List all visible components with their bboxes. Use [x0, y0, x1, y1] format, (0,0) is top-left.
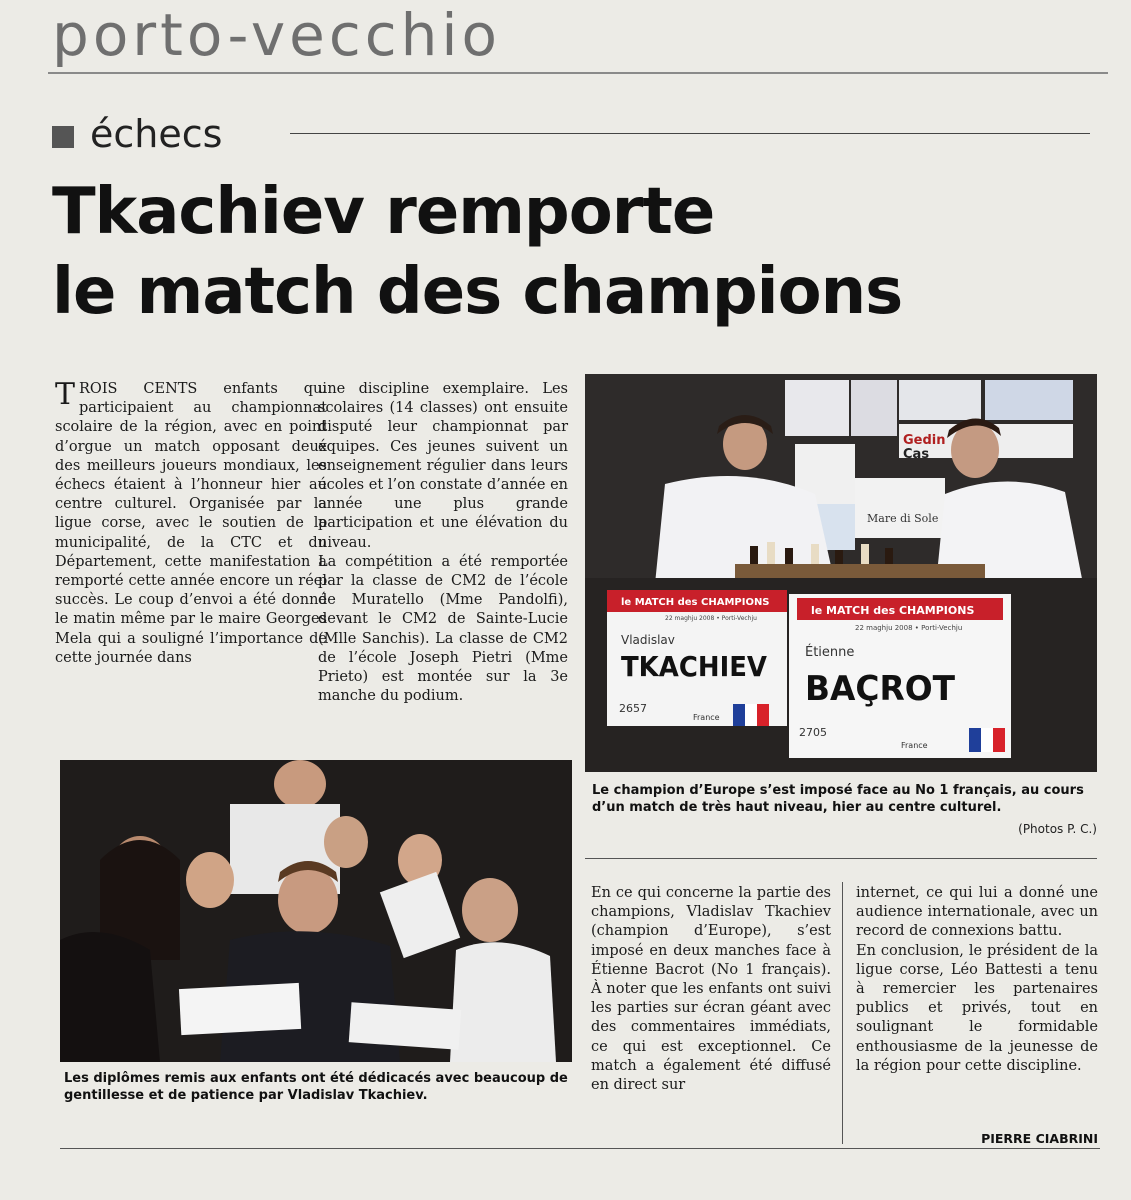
- article-column-2: [318, 380, 568, 706]
- column-4-para-2: En conclusion, le président de la ligue corse, Léo Battesti a tenu à remercier les partenaires publics et privés, tout en soulignant le formidable enthousiasme de la jeunesse de la région pour cette discipline.: [856, 942, 1098, 1074]
- author-signature: PIERRE CIABRINI: [981, 1131, 1098, 1146]
- card2-country: France: [901, 741, 928, 750]
- column-2-para-1: une discipline exemplaire. Les scolaires (14 classes) ont ensuite disputé leur championnat par équipes. Ces jeunes suivent un enseignement régulier dans leurs écoles et l’on constate d’année en année une plus grande participation et une élévation du niveau.: [318, 381, 568, 551]
- card2-rating: 2705: [799, 726, 827, 739]
- sign-gedi: Gedin: [903, 433, 946, 448]
- photo-credit: (Photos P. C.): [1018, 822, 1097, 836]
- section-label: [52, 112, 222, 156]
- column-3-text: En ce qui concerne la partie des champions, Vladislav Tkachiev (champion d’Europe), s’est imposé en deux manches face à Étienne Bacrot (No 1 français). À noter que les enfants ont suivi les parties sur écran géant avec des commentaires immédiats, ce qui est exceptionnel. Ce match a également été diffusé en direct sur: [591, 885, 831, 1094]
- column-1-text: enfants qui participaient au championnat scolaire de la région, avec en point d’orgue un match opposant deux des meilleurs joueurs mondiaux, les échecs étaient à l’honneur hier au centre culturel. Organisée par la ligue corse, avec le soutien de la municipalité, de la CTC et du Département, cette manifestation a remporté cette année encore un réel succès. Le coup d’envoi a été donné le matin même par le maire Georges Mela qui a souligné l’importance de cette journée dans: [55, 381, 328, 666]
- column-4-para-1: internet, ce qui lui a donné une audience internationale, avec un record de connexions battu.: [856, 885, 1098, 940]
- column-2-para-2: La compétition a été remportée par la classe de CM2 de l’école de Muratello (Mme Pandolfi), devant le CM2 de Sainte-Lucie (Mlle Sanchis). La classe de CM2 de l’école Joseph Pietri (Mme Prieto) est montée sur la 3e manche du podium.: [318, 553, 568, 705]
- card2-firstname: Étienne: [805, 645, 855, 660]
- card1-date: 22 maghju 2008 • Porti-Vechju: [665, 615, 757, 622]
- article-column-3: [591, 884, 831, 1095]
- card2-banner: le MATCH des CHAMPIONS: [811, 604, 975, 617]
- article-column-1: [55, 377, 328, 668]
- headline-line2: le match des champions: [52, 255, 903, 329]
- headline: [52, 172, 1092, 332]
- card1-banner: le MATCH des CHAMPIONS: [621, 597, 770, 608]
- section-divider: [290, 133, 1090, 134]
- kicker-porto-vecchio: porto-vecchio: [52, 1, 501, 69]
- kids-diplomas-photo: [60, 760, 572, 1062]
- section-title: échecs: [90, 112, 223, 156]
- kicker-divider: [48, 72, 1108, 74]
- column-divider: [842, 882, 843, 1144]
- card1-firstname: Vladislav: [621, 633, 675, 647]
- dropcap: T: [55, 377, 76, 412]
- section-square-icon: [52, 126, 74, 148]
- kids-photo-illustration: [60, 760, 572, 1062]
- sign-hotel: Mare di Sole: [867, 512, 939, 525]
- lead-smallcaps: ROIS CENTS: [79, 381, 198, 397]
- sign-cas: Cas: [903, 447, 930, 462]
- caption-divider: [585, 858, 1097, 859]
- chess-match-photo: [585, 374, 1097, 772]
- headline-line1: Tkachiev remporte: [52, 175, 715, 249]
- name-card-tkachiev: [607, 590, 787, 726]
- bottom-divider: [60, 1148, 1100, 1149]
- card1-country: France: [693, 713, 720, 722]
- article-column-4: [856, 884, 1098, 1076]
- chess-photo-caption: Le champion d’Europe s’est imposé face au No 1 français, au cours d’un match de très haut niveau, hier au centre culturel.: [592, 783, 1084, 815]
- card1-lastname: TKACHIEV: [621, 650, 768, 683]
- card2-lastname: BAÇROT: [805, 669, 956, 709]
- chess-photo-illustration: [585, 374, 1097, 772]
- card2-date: 22 maghju 2008 • Porti-Vechju: [855, 624, 963, 632]
- kids-photo-caption: Les diplômes remis aux enfants ont été dédicacés avec beaucoup de gentillesse et de patience par Vladislav Tkachiev.: [64, 1071, 568, 1103]
- name-card-bacrot: [789, 594, 1011, 758]
- card1-rating: 2657: [619, 702, 647, 715]
